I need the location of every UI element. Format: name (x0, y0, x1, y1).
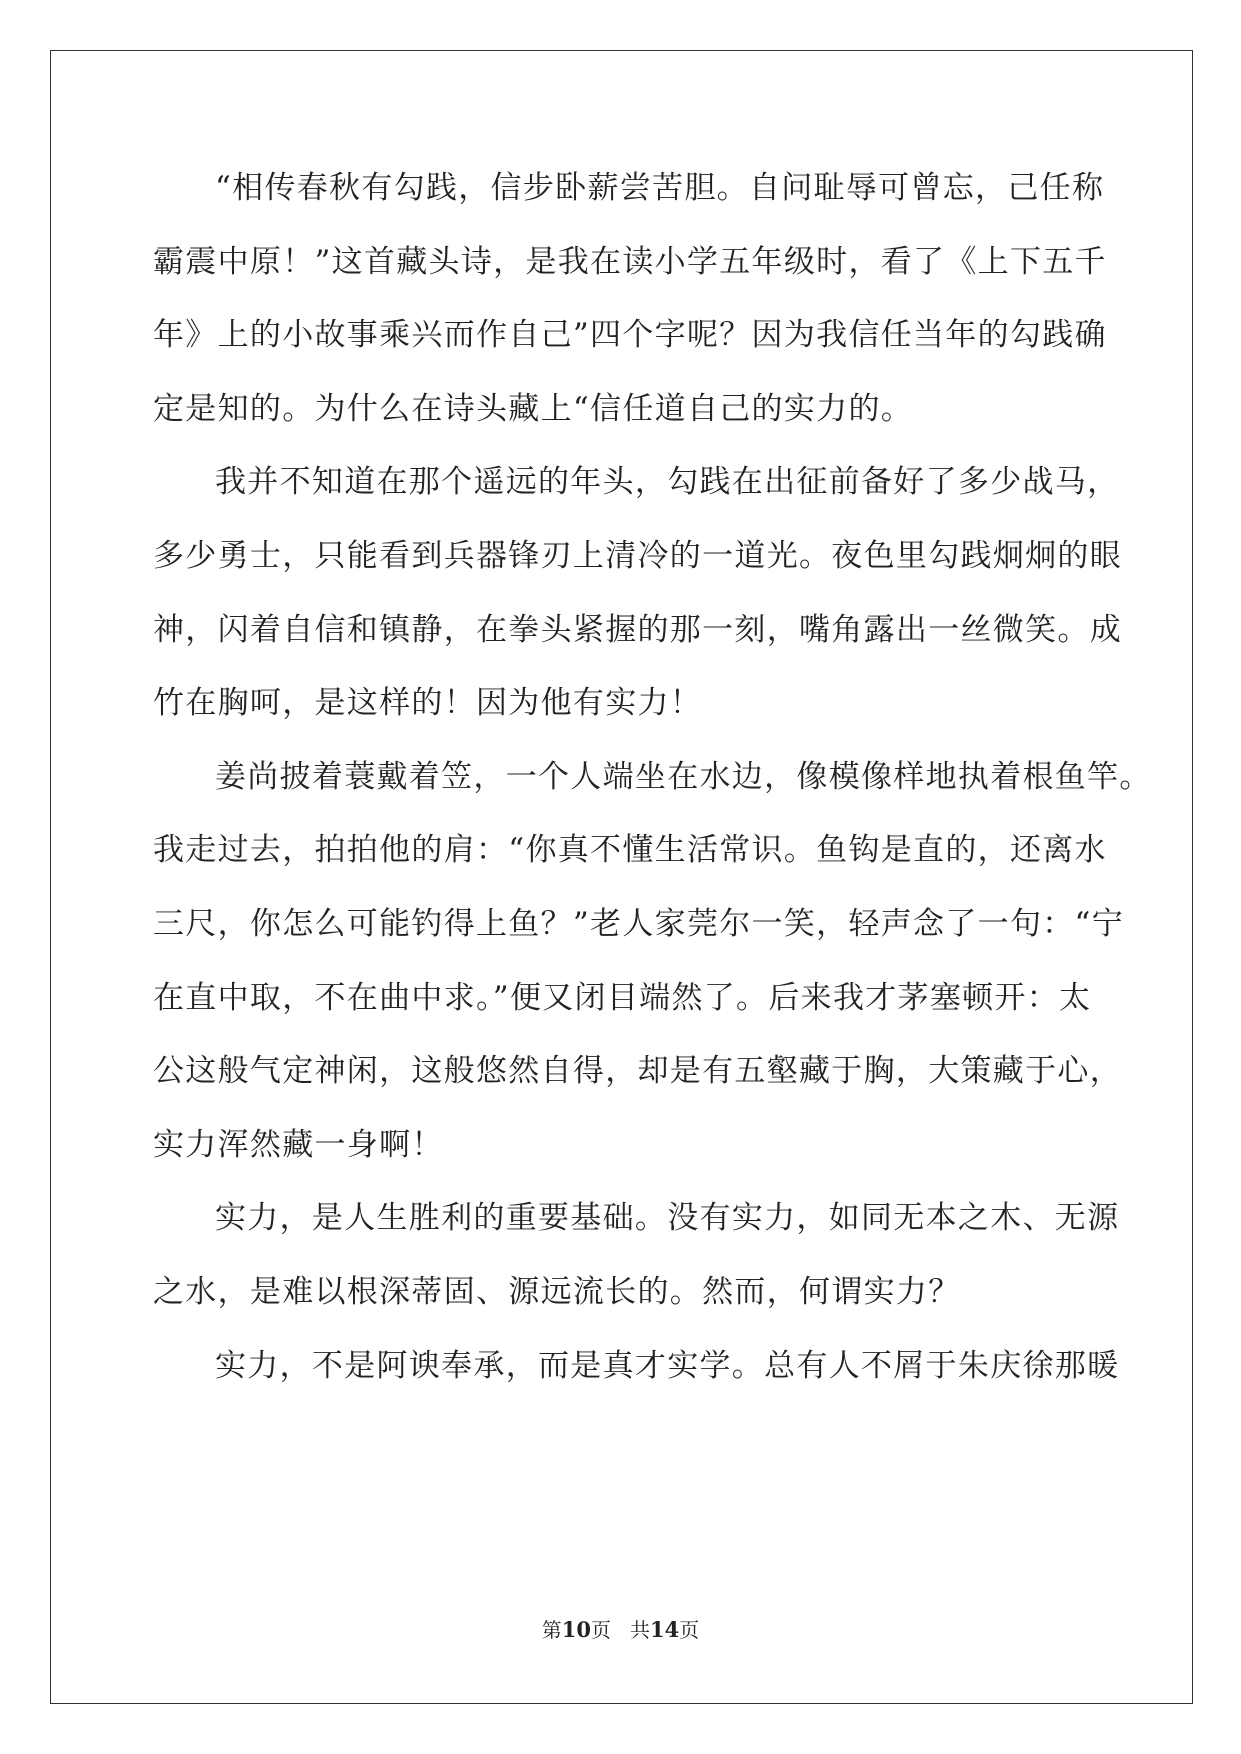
text-line: 实力，不是阿谀奉承，而是真才实学。总有人不屑于朱庆徐那暖 (215, 1347, 1120, 1384)
text-line: 多少勇士，只能看到兵器锋刃上清冷的一道光。夜色里勾践炯炯的眼 (153, 537, 1122, 574)
text-line: “相传春秋有勾践，信步卧薪尝苦胆。自问耻辱可曾忘，己任称 (215, 170, 1105, 206)
footer-page-suffix: 页 (590, 1618, 611, 1642)
text-line: 霸震中原！”这首藏头诗，是我在读小学五年级时，看了《上下五千 (153, 243, 1107, 280)
text-line: 实力，是人生胜利的重要基础。没有实力，如同无本之木、无源 (215, 1200, 1120, 1237)
text-line: 我走过去，拍拍他的肩：“你真不懂生活常识。鱼钩是直的，还离水 (153, 832, 1107, 869)
text-line: 定是知的。为什么在诗头藏上“信任道自己的实力的。 (153, 390, 914, 427)
text-line: 姜尚披着蓑戴着笠，一个人端坐在水边，像模像样地执着根鱼竿。 (215, 758, 1152, 795)
footer-prefix: 第 (541, 1618, 562, 1642)
text-line: 之水，是难以根深蒂固、源远流长的。然而，何谓实力？ (153, 1273, 961, 1310)
document-body (153, 158, 1152, 1409)
text-line: 在直中取，不在曲中求。”便又闭目端然了。后来我才茅塞顿开：太 (153, 979, 1092, 1016)
text-line: 三尺，你怎么可能钓得上鱼？”老人家莞尔一笑，轻声念了一句：“宁 (153, 905, 1124, 942)
text-line: 实力浑然藏一身啊！ (153, 1126, 444, 1163)
footer-total-prefix: 共 (630, 1618, 651, 1642)
text-line: 竹在胸呵，是这样的！因为他有实力！ (153, 685, 703, 722)
total-page-number: 14 (650, 1617, 680, 1642)
text-line: 神，闪着自信和镇静，在拳头紧握的那一刻，嘴角露出一丝微笑。成 (153, 611, 1122, 648)
footer-total-suffix: 页 (679, 1618, 700, 1642)
text-line: 公这般气定神闲，这般悠然自得，却是有五壑藏于胸，大策藏于心， (153, 1053, 1122, 1090)
current-page-number: 10 (561, 1617, 591, 1642)
text-line: 我并不知道在那个遥远的年头，勾践在出征前备好了多少战马， (215, 464, 1120, 501)
text-line: 年》上的小故事乘兴而作自己”四个字呢？因为我信任当年的勾践确 (153, 317, 1107, 354)
page-footer (0, 1614, 1241, 1643)
